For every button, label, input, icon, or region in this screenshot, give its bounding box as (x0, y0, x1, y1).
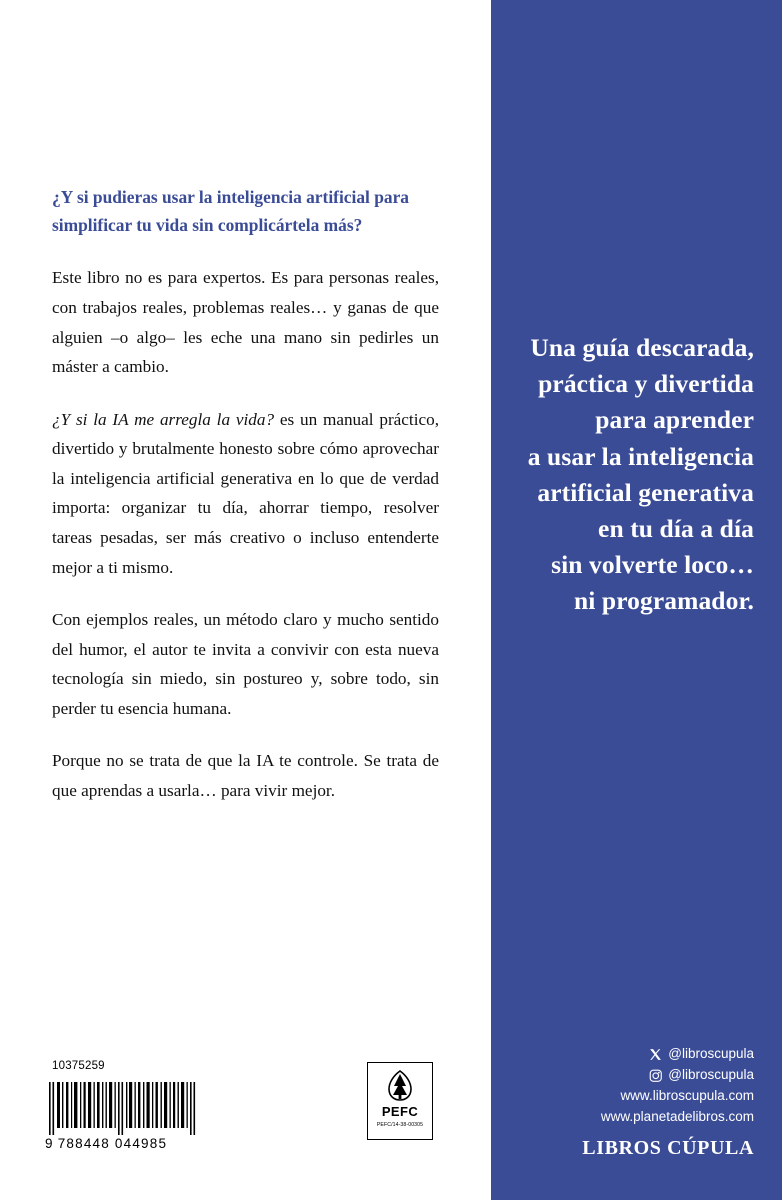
paragraph-1: Este libro no es para expertos. Es para personas reales, con trabajos reales, problemas reales… y ganas de que alguien –o algo– les eche una mano sin pedirles un máster a cambio. (52, 268, 439, 377)
publisher-footer (491, 1044, 754, 1160)
website-url-planetadelibros[interactable]: www.planetadelibros.com (600, 1109, 754, 1125)
paragraph-2 (52, 405, 439, 582)
headline: ¿Y si pudieras usar la inteligencia artificial para simplificar tu vida sin complicártela más? (52, 187, 409, 236)
panel-tagline (505, 330, 754, 620)
book-title-italic: ¿Y si la IA me arregla la vida? (52, 409, 275, 429)
paragraph-4: Porque no se trata de que la IA te controle. Se trata de que aprendas a usarla… para vivir mejor. (52, 751, 439, 801)
x-handle: @libroscupula (668, 1046, 754, 1062)
barcode-bars-icon (45, 1082, 203, 1135)
tagline-line: a usar la inteligencia (527, 441, 754, 471)
barcode-digits: 788448 044985 (57, 1136, 168, 1151)
tagline-line: en tu día a día (598, 514, 754, 544)
tagline-line: práctica y divertida (538, 369, 754, 399)
instagram-icon (648, 1068, 663, 1083)
instagram-handle: @libroscupula (668, 1067, 754, 1083)
right-blue-panel (491, 0, 782, 1200)
paragraph-2-text: es un manual práctico, divertido y brutalmente honesto sobre cómo aprovechar la inteligencia artificial generativa en lo que de verdad importa: organizar tu día, ahorrar tiempo, resolver tareas pesadas, ser más creativo o incluso entenderte mejor a ti mismo. (52, 409, 440, 577)
social-row-x[interactable] (491, 1044, 754, 1065)
isbn-internal-number: 10375259 (52, 1060, 105, 1072)
imprint-name: LIBROS CÚPULA (582, 1137, 754, 1159)
x-twitter-icon (648, 1047, 663, 1062)
tagline-line: artificial generativa (537, 477, 754, 507)
barcode-digits-row (45, 1136, 205, 1151)
pefc-label: PEFC (381, 1104, 419, 1119)
pefc-certification-mark (367, 1062, 433, 1140)
tagline-line: ni programador. (573, 586, 754, 616)
barcode (45, 1082, 205, 1151)
tagline-line: sin volverte loco… (551, 550, 754, 580)
pefc-code: PEFC/14-38-00305 (376, 1122, 424, 1128)
pefc-tree-icon (380, 1069, 420, 1103)
website-url-libroscupula[interactable]: www.libroscupula.com (620, 1088, 754, 1104)
blurb-block (52, 183, 439, 806)
tagline-line: para aprender (595, 405, 754, 435)
tagline-line: Una guía descarada, (530, 333, 754, 362)
social-row-instagram[interactable] (491, 1065, 754, 1086)
paragraph-3: Con ejemplos reales, un método claro y mucho sentido del humor, el autor te invita a convivir con esta nueva tecnología sin miedo, sin postureo y, sobre todo, sin perder tu esencia humana. (52, 610, 439, 718)
barcode-lead-digit: 9 (45, 1136, 54, 1151)
